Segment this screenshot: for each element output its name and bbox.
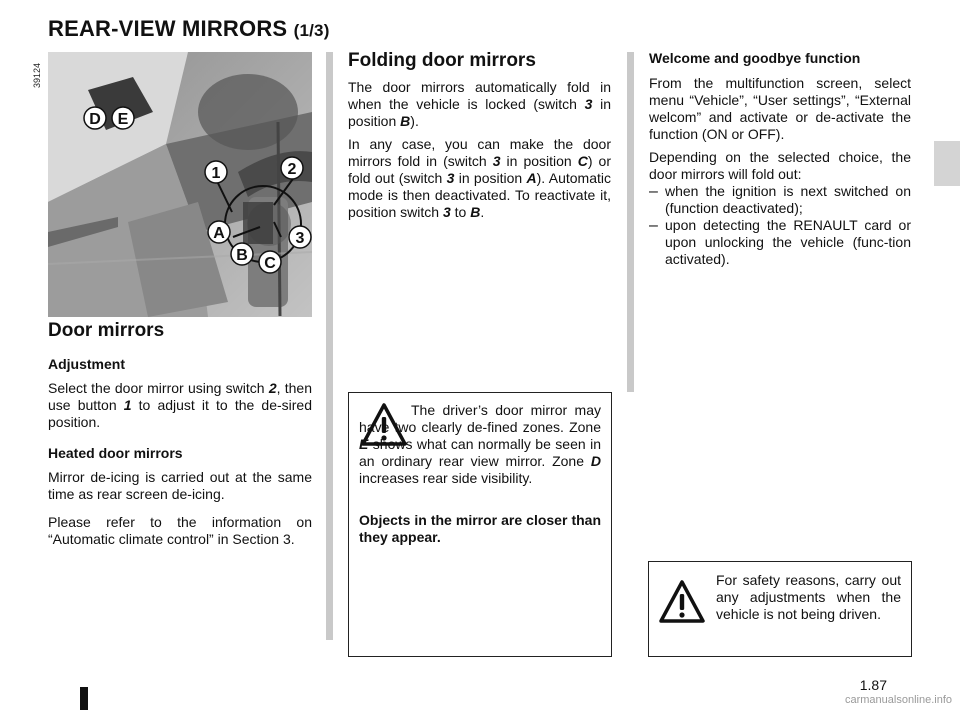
column-divider-right — [627, 52, 634, 392]
door-mirror-illustration — [48, 52, 312, 317]
welcome-para-1: From the multifunction screen, select menu “Vehicle”, “User settings”, “External welcom” and activate or de-activate the function (ON or OFF). — [649, 75, 911, 142]
folding-para-2: In any case, you can make the door mirrors fold in (switch 3 in position C) or fold out (switch 3 in position A). Automatic mode is then deactivated. To reactivate it, position switch 3 to B. — [348, 136, 611, 220]
column-divider-left — [326, 52, 333, 640]
callout-3 — [289, 226, 311, 248]
heated-mirrors-text: Mirror de-icing is carried out at the same time as rear screen de-icing. — [48, 469, 312, 502]
inline-reference: 3 — [584, 96, 593, 112]
heated-mirrors-heading: Heated door mirrors — [48, 445, 183, 461]
callout-e — [112, 107, 134, 129]
inline-reference: 3 — [446, 170, 455, 186]
callout-a — [208, 221, 230, 243]
bullet-dash: – — [649, 217, 658, 234]
folding-para-1: The door mirrors automatically fold in when the vehicle is locked (switch 3 in position B). — [348, 79, 611, 129]
welcome-goodbye-heading: Welcome and goodbye function — [649, 50, 861, 66]
callout-2-text: 2 — [287, 161, 297, 178]
safety-warning — [648, 561, 912, 657]
welcome-para-2: Depending on the selected choice, the door mirrors will fold out: — [649, 149, 911, 182]
inline-reference: C — [577, 153, 588, 169]
callout-c — [259, 251, 281, 273]
inline-reference: 3 — [492, 153, 501, 169]
callout-3-text: 3 — [295, 230, 305, 247]
callout-1-text: 1 — [211, 165, 221, 182]
callout-1 — [205, 161, 227, 183]
inline-reference: D — [590, 453, 601, 469]
list-item — [649, 183, 911, 217]
callout-d-text: D — [89, 111, 101, 128]
callout-e-text: E — [117, 111, 129, 128]
adjustment-heading: Adjustment — [48, 356, 125, 372]
page-title-text: REAR-VIEW MIRRORS — [48, 16, 288, 41]
margin-mark — [80, 687, 88, 710]
callout-2 — [281, 157, 303, 179]
inline-reference: E — [359, 436, 369, 452]
inline-reference: 3 — [442, 204, 451, 220]
figure-code: 39124 — [32, 62, 42, 88]
door-mirrors-heading: Door mirrors — [48, 320, 165, 341]
folding-mirrors-heading: Folding door mirrors — [348, 50, 536, 71]
page-title — [48, 16, 330, 42]
inline-reference: B — [400, 113, 411, 129]
mirror-zones-warning-text: The driver’s door mirror may have two clearly de-fined zones. Zone E shows what can normally be seen in an ordinary rear view mirror. Zone D increases rear side visibility. — [359, 402, 601, 486]
adjustment-text: Select the door mirror using switch 2, then use button 1 to adjust it to the de-sired position. — [48, 380, 312, 430]
watermark: carmanualsonline.info — [844, 694, 952, 706]
page-number: 1.87 — [859, 677, 887, 693]
inline-reference: 2 — [268, 380, 277, 396]
mirror-zones-warning-bold: Objects in the mirror are closer than they appear. — [359, 512, 601, 545]
inline-reference: 1 — [123, 397, 132, 413]
mirror-zones-warning — [348, 392, 612, 657]
bullet-text: upon detecting the RENAULT card or upon unlocking the vehicle (func-tion activated). — [665, 217, 911, 267]
callout-b-text: B — [236, 247, 248, 264]
callout-c-text: C — [264, 255, 276, 272]
safety-warning-text: For safety reasons, carry out any adjustments when the vehicle is not being driven. — [716, 572, 901, 622]
bullet-dash: – — [649, 183, 658, 200]
callout-b — [231, 243, 253, 265]
callout-a-text: A — [213, 225, 225, 242]
section-tab — [934, 141, 960, 186]
refer-text: Please refer to the information on “Automatic climate control” in Section 3. — [48, 514, 312, 547]
warning-triangle-icon — [659, 580, 705, 629]
inline-reference: A — [526, 170, 537, 186]
page-title-suffix: (1/3) — [293, 21, 330, 40]
inline-reference: B — [470, 204, 481, 220]
bullet-text: when the ignition is next switched on (function deactivated); — [665, 183, 911, 216]
door-panel-graphic — [48, 52, 312, 317]
welcome-bullets — [649, 183, 911, 268]
list-item — [649, 217, 911, 268]
callout-d — [84, 107, 106, 129]
